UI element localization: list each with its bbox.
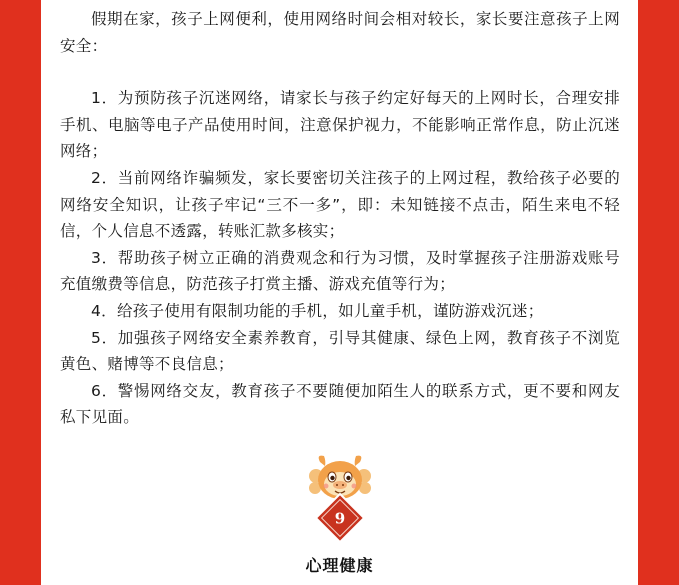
- tip-item: 2．当前网络诈骗频发，家长要密切关注孩子的上网过程，教给孩子必要的网络安全知识，让孩子牢记“三不一多”，即：未知链接不点击，陌生来电不轻信，个人信息不透露，转账汇款多核实；: [60, 168, 620, 241]
- dragon-mascot-icon: [306, 452, 374, 544]
- tip-item: 5．加强孩子网络安全素养教育，引导其健康、绿色上网，教育孩子不浏览黄色、赌博等不良信息；: [60, 328, 620, 374]
- section-title: 心理健康: [305, 556, 374, 575]
- intro-paragraph: 假期在家，孩子上网便利，使用网络时间会相对较长，家长要注意孩子上网安全：: [60, 10, 620, 55]
- tip-item: 1．为预防孩子沉迷网络，请家长与孩子约定好每天的上网时长，合理安排手机、电脑等电子产品使用时间，注意保护视力，不能影响正常作息，防止沉迷网络；: [60, 89, 620, 161]
- tip-item: 4．给孩子使用有限制功能的手机，如儿童手机，谨防游戏沉迷；: [91, 301, 544, 320]
- tip-item: 6．警惕网络交友，教育孩子不要随便加陌生人的联系方式，更不要和网友私下见面。: [60, 381, 620, 427]
- tip-item: 3．帮助孩子树立正确的消费观念和行为习惯，及时掌握孩子注册游戏账号充值缴费等信息，防范孩子打赏主播、游戏充值等行为；: [60, 248, 620, 294]
- section-number: 9: [334, 509, 346, 528]
- section-badge: [306, 452, 374, 544]
- article-body: [60, 6, 620, 431]
- paragraph-gap: [60, 59, 620, 85]
